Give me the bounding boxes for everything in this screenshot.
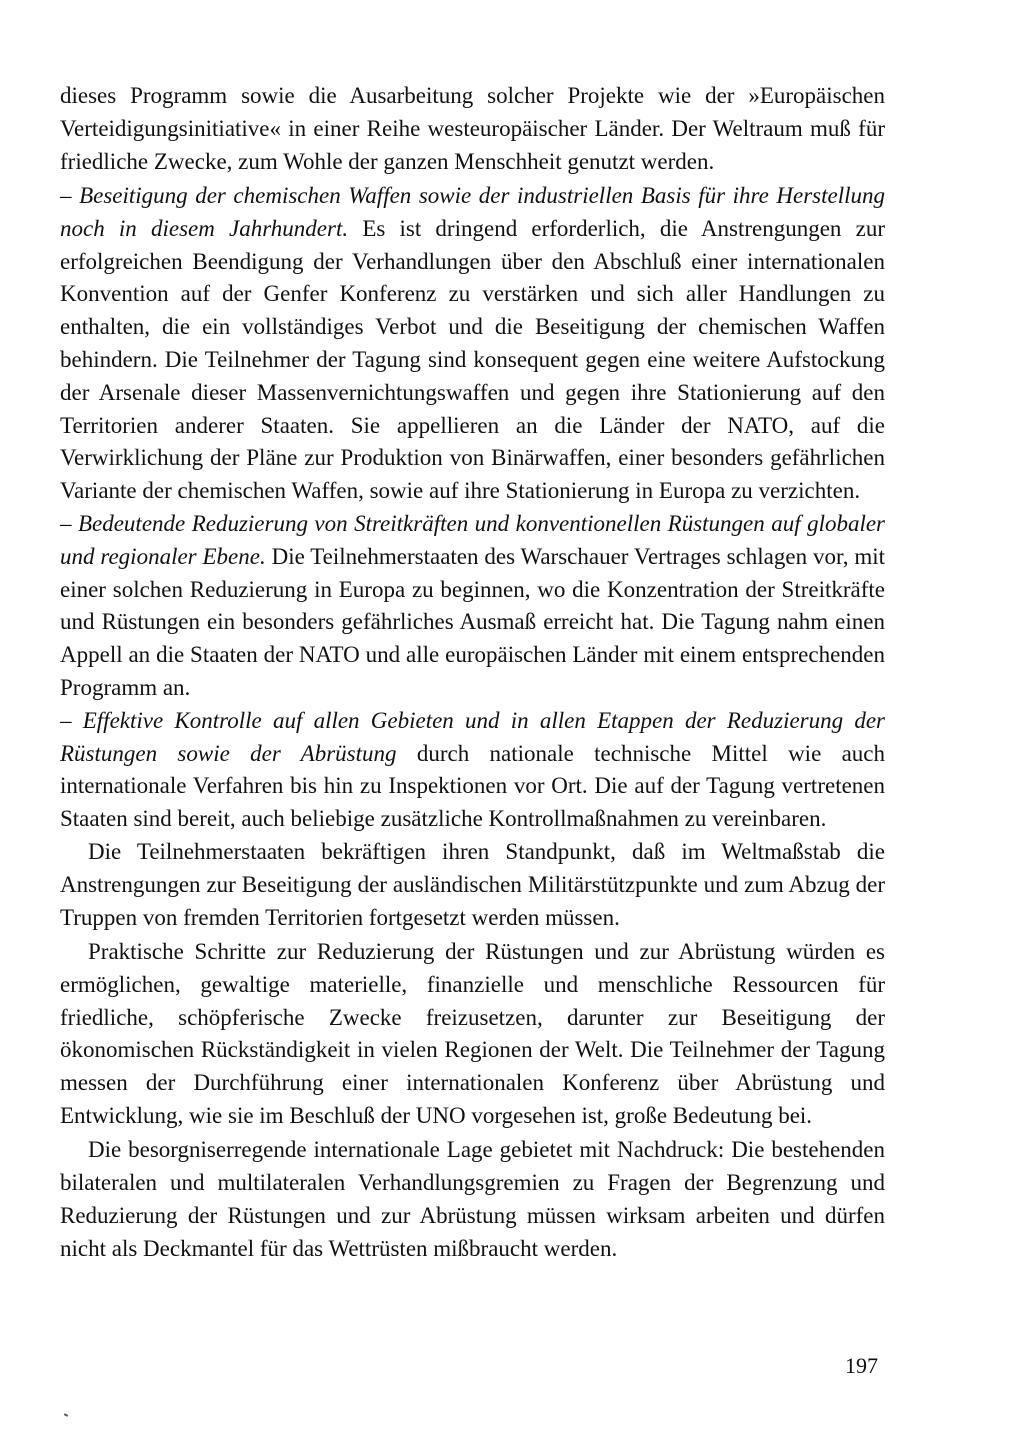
list-item-control: [60, 705, 885, 836]
page-number: 197: [845, 1353, 878, 1378]
dash: –: [60, 182, 72, 208]
dash: –: [60, 707, 72, 733]
paragraph-negotiations: Die besorgniserregende internationale Lage gebietet mit Nachdruck: Die bestehenden bilateralen und multilateralen Verhandlungsgremien zu Fragen der Begrenzung und Reduzierung der Rüstungen und zur Abrüstung müssen wirksam arbeiten und dürfen nicht als Deckmantel für das Wettrüsten mißbraucht werden.: [60, 1137, 885, 1261]
paragraph-resources: Praktische Schritte zur Reduzierung der Rüstungen und zur Abrüstung würden es ermöglichen, gewaltige materielle, finanzielle und menschliche Ressourcen für friedliche, schöpferische Zwecke freizusetzen, darunter zur Beseitigung der ökonomischen Rückständigkeit in vielen Regionen der Welt. Die Teilnehmer der Tagung messen der Durchführung einer internationalen Konferenz über Abrüstung und Entwicklung, wie sie im Beschluß der UNO vorgesehen ist, große Bedeutung bei.: [60, 938, 885, 1128]
item-text: Die Teilnehmerstaaten des Warschauer Vertrages schlagen vor, mit einer solchen Reduzierung in Europa zu beginnen, wo die Konzentration der Streitkräfte und Rüstungen ein besonders gefährliches Ausmaß erreicht hat. Die Tagung nahm einen Appell an die Staaten der NATO und alle europäischen Länder mit einem entsprechenden Programm an.: [60, 543, 885, 700]
list-item-chemical-weapons: [60, 180, 885, 508]
item-text: Es ist dringend erforderlich, die Anstrengungen zur erfolgreichen Beendigung der Verhandlungen über den Abschluß einer internationalen Konvention auf der Genfer Konferenz zu verstärken und sich aller Handlungen zu enthalten, die ein vollständiges Verbot und die Beseitigung der chemischen Waffen behindern. Die Teilnehmer der Tagung sind konsequent gegen eine weitere Aufstockung der Arsenale dieser Massenvernichtungswaffen und gegen ihre Stationierung auf den Territorien anderer Staaten. Sie appellieren an die Länder der NATO, auf die Verwirklichung der Pläne zur Produktion von Binärwaffen, einer besonders gefährlichen Variante der chemischen Waffen, sowie auf ihre Stationierung in Europa zu verzichten.: [60, 215, 885, 504]
scan-speck: [64, 1413, 68, 1417]
item-text: durch nationale technische Mittel wie auch internationale Verfahren bis hin zu Inspektionen vor Ort. Die auf der Tagung vertretenen Staaten sind bereit, auch beliebige zusätzliche Kontrollmaßnahmen zu vereinbaren.: [60, 740, 886, 832]
item-heading: Bedeutende Reduzierung von Streitkräften und konventionellen Rüstungen auf globaler und regionaler Ebene.: [60, 510, 886, 569]
paragraph-bases: Die Teilnehmerstaaten bekräftigen ihren Standpunkt, daß im Weltmaßstab die Anstrengungen zur Beseitigung der ausländischen Militärstützpunkte und zum Abzug der Truppen von fremden Territorien fortgesetzt werden müssen.: [60, 838, 885, 930]
dash: –: [60, 510, 72, 536]
paragraph-continuation: dieses Programm sowie die Ausarbeitung solcher Projekte wie der »Europäischen Verteidigungsinitiative« in einer Reihe westeuropäischer Länder. Der Weltraum muß für friedliche Zwecke, zum Wohle der ganzen Menschheit genutzt werden.: [60, 83, 885, 174]
list-item-conventional-forces: [60, 508, 885, 705]
document-body: [60, 80, 885, 1267]
item-heading: Effektive Kontrolle auf allen Gebieten und in allen Etappen der Reduzierung der Rüstungen sowie der Abrüstung: [60, 707, 885, 766]
item-heading: Beseitigung der chemischen Waffen sowie der industriellen Basis für ihre Herstellung noch in diesem Jahrhundert.: [60, 182, 885, 241]
